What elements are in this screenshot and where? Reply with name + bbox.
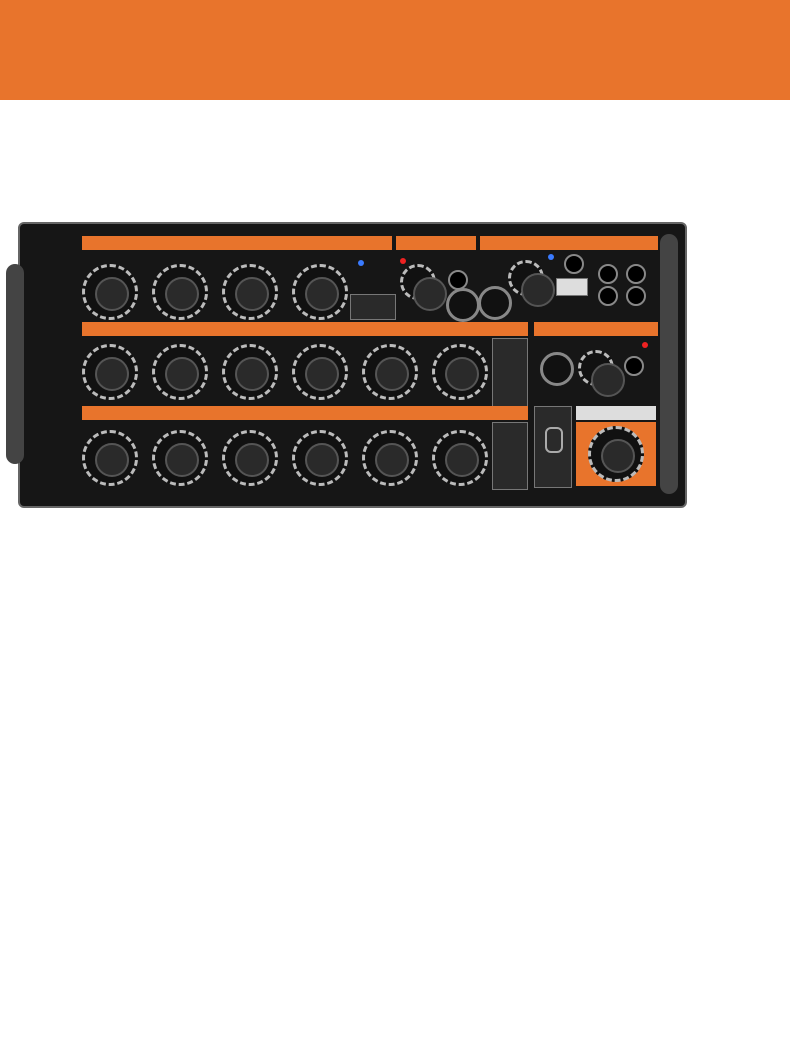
ch2-bass-knob[interactable] [152,344,208,400]
ch3-bass-knob[interactable] [152,430,208,486]
record-volume-knob[interactable] [578,350,614,386]
speaker-mute-led [400,258,406,264]
ch2-mid-knob[interactable] [222,344,278,400]
right-rail [660,234,678,494]
ch1-volume-knob[interactable] [82,264,138,320]
phantom-power-led [358,260,364,266]
ch1-bass-knob[interactable] [152,264,208,320]
bt-pair-button[interactable] [564,254,584,274]
total-volume-knob[interactable] [588,426,644,482]
io-section [534,406,572,488]
ch2-tone-switch[interactable] [492,338,528,410]
headphone-jack[interactable] [446,288,480,322]
monitor-mode-button[interactable] [448,270,468,290]
source-input-strip [480,236,658,250]
analog-live-jack[interactable] [540,352,574,386]
phantom-power-switch[interactable] [350,294,396,320]
play-pause-button[interactable] [598,286,618,306]
ch1-treble-knob[interactable] [222,264,278,320]
ch3-reverb-knob[interactable] [362,430,418,486]
total-volume-label [576,406,656,420]
ch2-reverb-knob[interactable] [362,344,418,400]
ch2-strip [82,322,528,336]
wireless-pair-led [642,342,648,348]
ch3-chorus-knob[interactable] [432,430,488,486]
prev-track-button[interactable] [598,264,618,284]
next-track-button[interactable] [626,264,646,284]
headphone-strip [396,236,476,250]
usb-port[interactable] [556,278,588,296]
ch2-chorus-knob[interactable] [432,344,488,400]
ch3-mid-knob[interactable] [222,430,278,486]
ch3-strip [82,406,528,420]
ch3-volume-knob[interactable] [82,430,138,486]
source-volume-knob[interactable] [508,260,544,296]
ch1-strip [82,236,392,250]
headphone-volume-knob[interactable] [400,264,436,300]
live-strip [534,322,658,336]
mode-select-button[interactable] [626,286,646,306]
ch3-tone-switch[interactable] [492,422,528,490]
ch1-reverb-knob[interactable] [292,264,348,320]
ch3-treble-knob[interactable] [292,430,348,486]
bt-usb-indicator-led [548,254,554,260]
page-banner [0,0,790,100]
mixer-front-panel [18,222,687,508]
ch2-treble-knob[interactable] [292,344,348,400]
otg-port[interactable] [545,427,563,453]
line-input-jack[interactable] [478,286,512,320]
ch2-volume-knob[interactable] [82,344,138,400]
wireless-pair-button[interactable] [624,356,644,376]
left-rail [6,264,24,464]
